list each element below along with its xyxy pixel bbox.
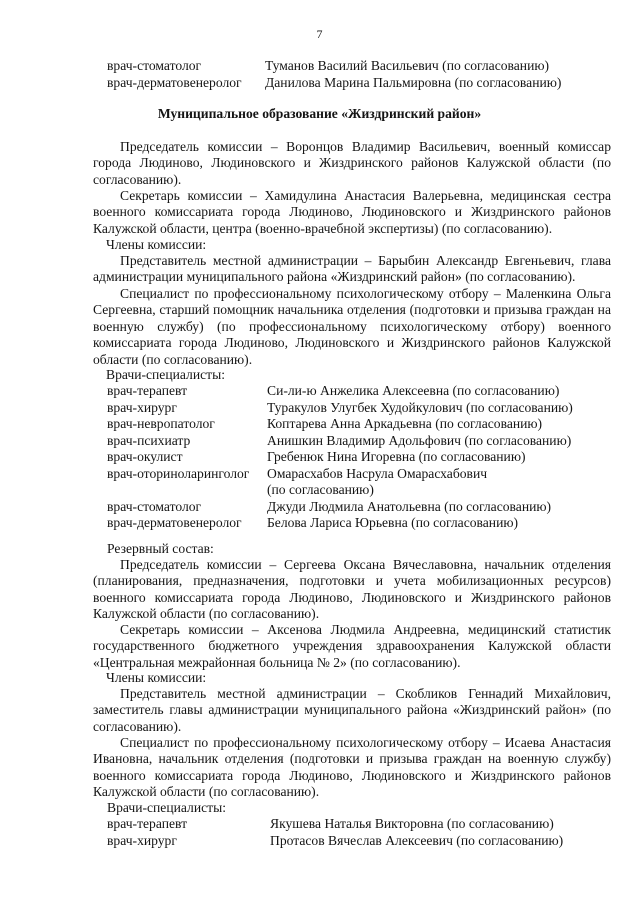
chairman-text: Председатель комиссии – Воронцов Владимир Васильевич, военный комиссар города Людиново, Людиновского и Жиздринского районов Калужской области (по согласованию).: [93, 139, 611, 187]
doctor-name: Данилова Марина Пальмировна (по согласованию): [265, 74, 562, 90]
doctor-name: Туманов Василий Васильевич (по согласованию): [265, 58, 550, 73]
reserve-secretary-text: Секретарь комиссии – Аксенова Людмила Андреевна, медицинский статистик государственного бюджетного учреждения здравоохранения Калужской области «Центральная межрайонная больница № 2» (по согласованию).: [93, 622, 611, 670]
doctor-role: врач-стоматолог: [107, 498, 202, 514]
reserve-psych-spec-text: Специалист по профессиональному психологическому отбору – Исаева Анастасия Ивановна, начальник отделения (подготовки и призыва граждан на военную службу) военного комиссариата города Людиново, Людиновского и Жиздринского районов Калужской области (по согласованию).: [93, 735, 611, 800]
reserve-doctor-list: [0, 816, 639, 849]
list-item: [0, 383, 639, 400]
chairman-paragraph: [93, 139, 611, 188]
list-item: [0, 833, 639, 850]
list-item: [0, 466, 639, 483]
reserve-admin-rep-paragraph: [93, 686, 611, 735]
doctor-role: врач-дерматовенеролог: [107, 74, 242, 90]
doctor-name: Си-ли-ю Анжелика Алексеевна (по согласованию): [267, 383, 560, 398]
doctor-name: Якушева Наталья Викторовна (по согласованию): [270, 816, 554, 831]
doctor-name: Коптарева Анна Аркадьевна (по согласованию): [267, 416, 543, 431]
doctor-name: Гребенюк Нина Игоревна (по согласованию): [267, 449, 526, 464]
doctor-role: врач-окулист: [107, 449, 183, 464]
doctor-role: врач-невропатолог: [107, 416, 215, 431]
doctor-name: Омарасхабов Насрула Омарасхабович: [267, 465, 488, 481]
doctors-label: Врачи-специалисты:: [106, 367, 225, 382]
reserve-chairman-text: Председатель комиссии – Сергеева Оксана Вячеславовна, начальник отделения (планирования, предназначения, подготовки и учета мобилизационных ресурсов) военного комиссариата города Людиново, Людиновского и Жиздринского районов Калужской области (по согласованию).: [93, 557, 611, 622]
list-item: [0, 58, 639, 75]
doctor-role: врач-оториноларинголог: [107, 465, 250, 481]
reserve-psych-spec-paragraph: [93, 735, 611, 801]
doctor-role: врач-хирург: [107, 832, 177, 848]
reserve-doctors-label: Врачи-специалисты:: [107, 800, 226, 815]
doctor-name: Туракулов Улугбек Худойкулович (по согласованию): [267, 399, 573, 415]
doctor-role: врач-психиатр: [107, 432, 191, 448]
list-item: [0, 515, 639, 532]
doctor-name: Протасов Вячеслав Алексеевич (по согласованию): [270, 832, 564, 848]
doctor-role: врач-дерматовенеролог: [107, 515, 242, 530]
list-item: [0, 416, 639, 433]
reserve-chairman-paragraph: [93, 557, 611, 623]
doctor-name: Джуди Людмила Анатольевна (по согласованию): [267, 498, 552, 514]
admin-rep-text: Представитель местной администрации – Барыбин Александр Евгеньевич, глава администрации муниципального района «Жиздринский район» (по согласованию).: [93, 253, 611, 285]
reserve-members-label: Члены комиссии:: [106, 670, 207, 685]
page-number: 7: [316, 27, 323, 41]
reserve-admin-rep-text: Представитель местной администрации – Скобликов Геннадий Михайлович, заместитель главы администрации муниципального района «Жиздринский район» (по согласованию).: [93, 686, 611, 734]
doctor-role: врач-терапевт: [107, 816, 188, 831]
section-heading: Муниципальное образование «Жиздринский район»: [157, 106, 482, 121]
list-item: [0, 433, 639, 450]
list-item: [0, 400, 639, 417]
secretary-paragraph: [93, 188, 611, 237]
psych-spec-text: Специалист по профессиональному психологическому отбору – Маленкина Ольга Сергеевна, старший помощник начальника отделения (подготовки и призыва граждан на военную службу) (по профессиональному психологическому отбору) военного комиссариата города Людиново, Людиновского и Жиздринского районов Калужской области (по согласованию).: [93, 286, 611, 367]
secretary-text: Секретарь комиссии – Хамидулина Анастасия Валерьевна, медицинская сестра военного комиссариата города Людиново, Людиновского и Жиздринского районов Калужской области, центра (военно-врачебной экспертизы) (по согласованию).: [93, 188, 611, 236]
list-item: [0, 482, 639, 499]
doctor-role: врач-стоматолог: [107, 58, 202, 73]
list-item: [0, 75, 639, 92]
doctor-role: врач-хирург: [107, 399, 177, 415]
doctor-role: врач-терапевт: [107, 383, 188, 398]
admin-rep-paragraph: [93, 253, 611, 286]
members-label: Члены комиссии:: [106, 237, 207, 252]
psych-spec-paragraph: [93, 286, 611, 368]
doctor-name: Анишкин Владимир Адольфович (по согласованию): [267, 432, 572, 448]
doctor-name: (по согласованию): [267, 482, 374, 497]
doctor-name: Белова Лариса Юрьевна (по согласованию): [267, 515, 519, 530]
list-item: [0, 449, 639, 466]
reserve-label: Резервный состав:: [107, 541, 214, 556]
doctor-list: [0, 383, 639, 532]
top-doctor-list: [0, 58, 639, 91]
list-item: [0, 499, 639, 516]
reserve-secretary-paragraph: [93, 622, 611, 671]
list-item: [0, 816, 639, 833]
